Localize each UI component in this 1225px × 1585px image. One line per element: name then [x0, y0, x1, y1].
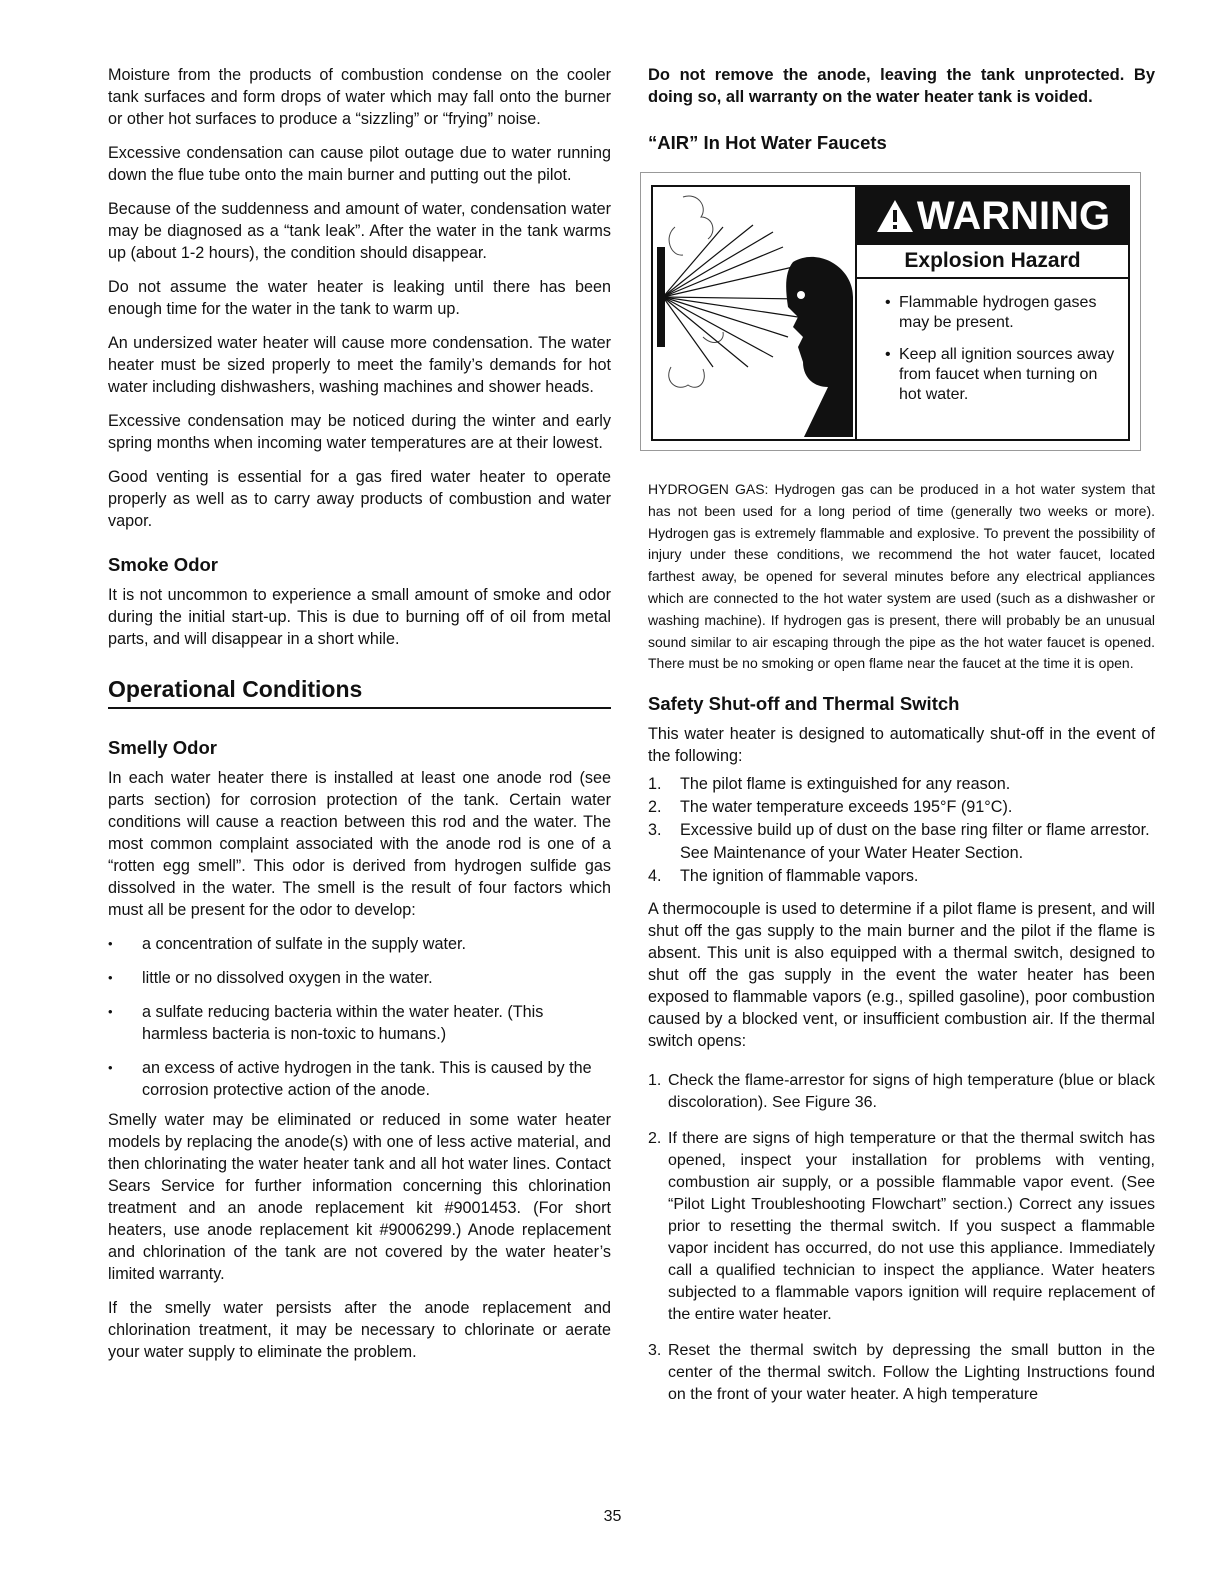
- list-text: If there are signs of high temperature or that the thermal switch has opened, inspect your installation for problems with venting, combustion air supply, or a possible flammable vapor event. (See “Pilot Light Troubleshooting Flowchart” section.) Correct any issues prior to resetting the thermal switch. If you suspect a flammable vapor incident has occurred, do not use this appliance. Immediately call a qualified technician to inspect the appliance. Water heaters subjected to a flammable vapors ignition will require replacement of the entire water heater.: [668, 1130, 1155, 1324]
- list-item: [648, 1340, 1155, 1406]
- factor-list: [108, 933, 611, 1101]
- shutoff-conditions-list: [648, 773, 1155, 888]
- paragraph: Excessive condensation can cause pilot outage due to water running down the flue tube onto the main burner and putting out the pilot.: [108, 144, 611, 184]
- smoke-odor-heading: Smoke Odor: [108, 554, 218, 575]
- paragraph: A thermocouple is used to determine if a pilot flame is present, and will shut off the gas supply to the main burner and the pilot if the flame is absent. This unit is also equipped with a thermal switch, designed to shut off the gas supply in the event the water heater has been exposed to flammable vapors (e.g., spilled gasoline), poor combustion caused by a blocked vent, or insufficient combustion air. If the thermal switch opens:: [648, 900, 1155, 1051]
- list-text: Check the flame-arrestor for signs of high temperature (blue or black discoloration). See Figure 36.: [668, 1072, 1155, 1112]
- list-item: • a sulfate reducing bacteria within the water heater. (This harmless bacteria is non-toxic to humans.): [108, 1001, 611, 1045]
- warning-banner-text: WARNING: [916, 193, 1111, 238]
- paragraph: In each water heater there is installed at least one anode rod (see parts section) for corrosion protection of the tank. Certain water conditions will cause a reaction between this rod and the water. The most common complaint associated with the anode rod is one of a “rotten egg smell”. This odor is derived from hydrogen sulfide gas dissolved in the water. The smell is the result of four factors which must all be present for the odor to develop:: [108, 769, 611, 919]
- warning-label-frame: [651, 185, 1130, 441]
- right-column: [648, 64, 1155, 1420]
- list-item: • an excess of active hydrogen in the tank. This is caused by the corrosion protective action of the anode.: [108, 1057, 611, 1101]
- list-number: 1.: [648, 775, 662, 794]
- list-text: The pilot flame is extinguished for any reason.: [680, 775, 1011, 794]
- anode-warning-text: Do not remove the anode, leaving the tank unprotected. By doing so, all warranty on the water heater tank is voided.: [648, 66, 1155, 106]
- left-column: [108, 64, 611, 1375]
- list-number: 3.: [648, 1342, 662, 1360]
- list-item: [648, 1128, 1155, 1326]
- list-number: 4.: [648, 867, 662, 886]
- smelly-odor-heading: Smelly Odor: [108, 737, 217, 758]
- paragraph: Moisture from the products of combustion condense on the cooler tank surfaces and form drops of water which may fall onto the burner or other hot surfaces to produce a “sizzling” or “frying” noise.: [108, 66, 611, 128]
- list-number: 2.: [648, 798, 662, 817]
- paragraph: Good venting is essential for a gas fired water heater to operate properly as well as to carry away products of combustion and water vapor.: [108, 468, 611, 530]
- list-item: [648, 819, 1155, 865]
- thermal-switch-steps: [648, 1070, 1155, 1406]
- list-item: [648, 796, 1155, 819]
- operational-conditions-heading: Operational Conditions: [108, 676, 363, 702]
- hydrogen-gas-paragraph: HYDROGEN GAS: Hydrogen gas can be produced in a hot water system that has not been used for a long period of time (generally two weeks or more). Hydrogen gas is extremely flammable and explosive. To prevent the possibility of injury under these conditions, we recommend the hot water faucet, located farthest away, be opened for several minutes before any electrical appliances which are connected to the hot water system are used (such as a dishwasher or washing machine). If hydrogen gas is present, there will probably be an unusual sound similar to air escaping through the pipe as the hot water faucet is opened. There must be no smoking or open flame near the faucet at the time it is open.: [648, 481, 1155, 672]
- paragraph: It is not uncommon to experience a small amount of smoke and odor during the initial start-up. This is due to burning off of oil from metal parts, and will disappear in a short while.: [108, 586, 611, 648]
- list-item: • little or no dissolved oxygen in the water.: [108, 967, 611, 989]
- alert-triangle-icon: [875, 198, 915, 234]
- explosion-hazard-icon: [653, 187, 853, 437]
- list-text: The water temperature exceeds 195°F (91°C).: [680, 798, 1013, 817]
- list-number: 1.: [648, 1072, 662, 1090]
- list-item: [648, 1070, 1155, 1114]
- warning-subtitle: Explosion Hazard: [857, 245, 1128, 279]
- warning-label: [640, 172, 1141, 451]
- paragraph: Do not assume the water heater is leaking until there has been enough time for the water in the tank to warm up.: [108, 278, 611, 318]
- paragraph: If the smelly water persists after the anode replacement and chlorination treatment, it may be necessary to chlorinate or aerate your water supply to eliminate the problem.: [108, 1299, 611, 1361]
- paragraph: This water heater is designed to automatically shut-off in the event of the following:: [648, 725, 1155, 766]
- safety-shutoff-heading: Safety Shut-off and Thermal Switch: [648, 693, 960, 715]
- list-text: Reset the thermal switch by depressing the small button in the center of the thermal switch. Follow the Lighting Instructions found on the front of your water heater. A high temperature: [668, 1342, 1155, 1404]
- list-item: • a concentration of sulfate in the supply water.: [108, 933, 611, 955]
- warning-bullet: • Keep all ignition sources away from faucet when turning on hot water.: [885, 345, 1115, 405]
- list-number: 2.: [648, 1130, 662, 1148]
- list-text: Excessive build up of dust on the base ring filter or flame arrestor. See Maintenance of your Water Heater Section.: [680, 821, 1150, 863]
- warning-bullet: • Flammable hydrogen gases may be present.: [885, 293, 1115, 333]
- list-number: 3.: [648, 821, 662, 840]
- list-text: The ignition of flammable vapors.: [680, 867, 919, 886]
- paragraph: Because of the suddenness and amount of water, condensation water may be diagnosed as a “tank leak”. After the water in the tank warms up (about 1-2 hours), the condition should disappear.: [108, 200, 611, 262]
- paragraph: Excessive condensation may be noticed during the winter and early spring months when incoming water temperatures are at their lowest.: [108, 412, 611, 452]
- paragraph: An undersized water heater will cause more condensation. The water heater must be sized properly to meet the family’s demands for hot water including dishwashers, washing machines and shower heads.: [108, 334, 611, 396]
- list-item: [648, 865, 1155, 888]
- section-heading-rule: [108, 676, 611, 709]
- warning-bullets: [885, 293, 1115, 417]
- list-item: [648, 773, 1155, 796]
- paragraph: Smelly water may be eliminated or reduced in some water heater models by replacing the anode(s) with one of less active material, and then chlorinating the water heater tank and all hot water lines. Contact Sears Service for further information concerning this chlorination treatment and an anode replacement kit #9001453. (For short heaters, use anode replacement kit #9006299.) Anode replacement and chlorination of the tank are not covered by the water heater’s limited warranty.: [108, 1111, 611, 1283]
- page-number: 35: [603, 1508, 622, 1525]
- warning-banner: [857, 187, 1128, 245]
- air-faucets-heading: “AIR” In Hot Water Faucets: [648, 132, 887, 153]
